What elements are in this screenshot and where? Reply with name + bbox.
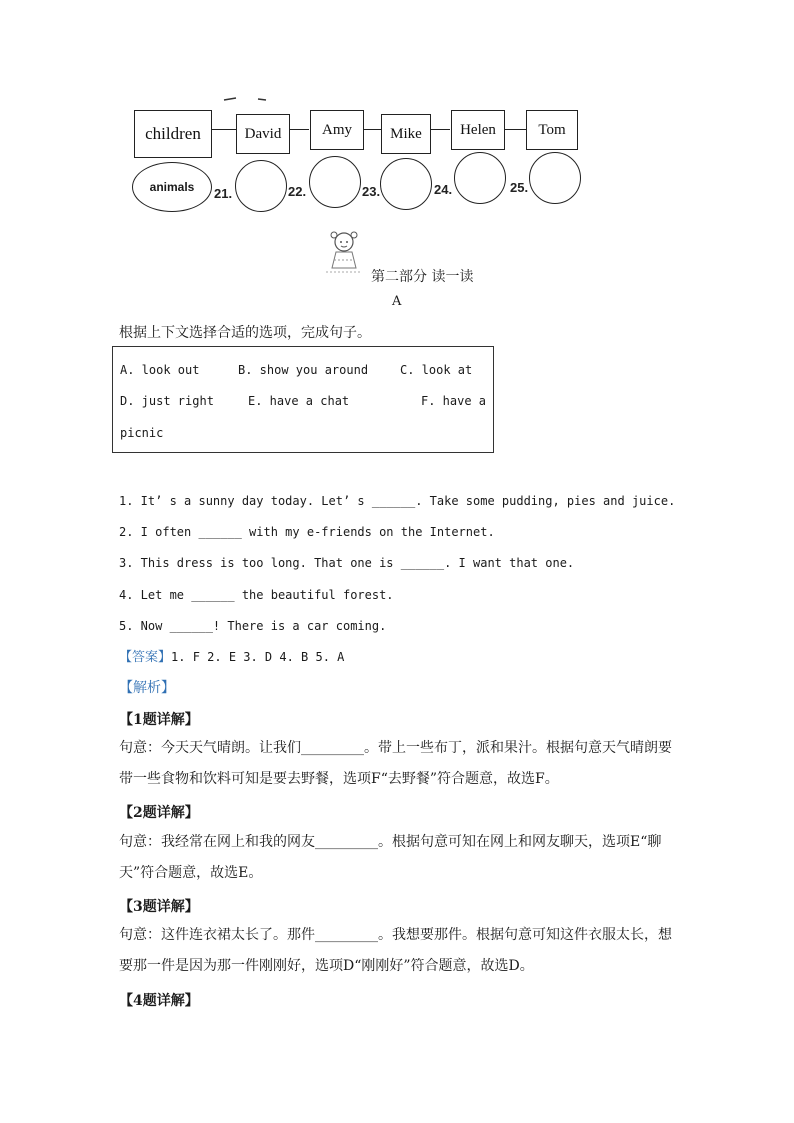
answer-circle-24: [454, 152, 506, 204]
question-3: 3. This dress is too long. That one is ______. I want that one.: [119, 556, 575, 570]
answer-circle-22: [309, 156, 361, 208]
answer-label: 【答案】: [119, 650, 172, 665]
family-diagram: [126, 96, 596, 216]
answer-circle-23: [380, 158, 432, 210]
number-22: 22.: [288, 184, 307, 199]
part-title: 第二部分 读一读: [371, 269, 474, 285]
answer-circle-21: [235, 160, 287, 212]
reading-girl-icon: [322, 228, 366, 276]
number-23: 23.: [362, 184, 381, 199]
answer-line: [119, 646, 344, 665]
detail-text-1: 句意：今天天气晴朗。让我们_________。带上一些布丁，派和果汁。根据句意天气晴朗要带一些食物和饮料可知是要去野餐，选项F“去野餐”符合题意，故选F。: [119, 740, 672, 787]
option-f-continued: picnic: [120, 426, 164, 440]
analysis-label: 【解析】: [119, 680, 175, 696]
box-children: children: [134, 110, 212, 158]
number-24: 24.: [434, 182, 453, 197]
number-25: 25.: [510, 180, 529, 195]
question-1: 1. It’ s a sunny day today. Let’ s ______. Take some pudding, pies and juice.: [119, 494, 676, 508]
scribble-mark: [222, 96, 272, 102]
connector-line: [212, 129, 236, 130]
detail-text-3: 句意：这件连衣裙太长了。那件_________。我想要那件。根据句意可知这件衣服太长，想要那一件是因为那一件刚刚好，选项D“刚刚好”符合题意，故选D。: [119, 927, 672, 974]
connector-line: [289, 129, 309, 130]
option-a: A. look out: [120, 363, 200, 377]
answer-circle-25: [529, 152, 581, 204]
detail-title-4: 【4题详解】: [119, 993, 199, 1009]
box-helen: Helen: [451, 110, 505, 150]
option-d: D. just right: [120, 394, 214, 408]
section-label: A: [392, 294, 402, 309]
box-david: David: [236, 114, 290, 154]
question-5: 5. Now ______! There is a car coming.: [119, 619, 387, 633]
answer-values: 1. F 2. E 3. D 4. B 5. A: [171, 650, 345, 664]
connector-line: [363, 129, 381, 130]
question-4: 4. Let me ______ the beautiful forest.: [119, 588, 394, 602]
option-e: E. have a chat: [248, 394, 350, 408]
box-tom: Tom: [526, 110, 578, 150]
question-2: 2. I often ______ with my e-friends on the Internet.: [119, 525, 495, 539]
connector-line: [504, 129, 526, 130]
box-amy: Amy: [310, 110, 364, 150]
connector-line: [430, 129, 450, 130]
instruction-text: 根据上下文选择合适的选项，完成句子。: [119, 325, 371, 341]
detail-text-2: 句意：我经常在网上和我的网友_________。根据句意可知在网上和网友聊天，选项E“聊天”符合题意，故选E。: [119, 834, 662, 881]
option-c: C. look at: [400, 363, 473, 377]
options-box: [112, 346, 494, 453]
detail-title-3: 【3题详解】: [119, 899, 199, 915]
option-b: B. show you around: [238, 363, 369, 377]
detail-title-1: 【1题详解】: [119, 712, 199, 728]
detail-title-2: 【2题详解】: [119, 805, 199, 821]
oval-animals: animals: [132, 162, 212, 212]
number-21: 21.: [214, 186, 233, 201]
box-mike: Mike: [381, 114, 431, 154]
option-f: F. have a: [421, 394, 487, 408]
